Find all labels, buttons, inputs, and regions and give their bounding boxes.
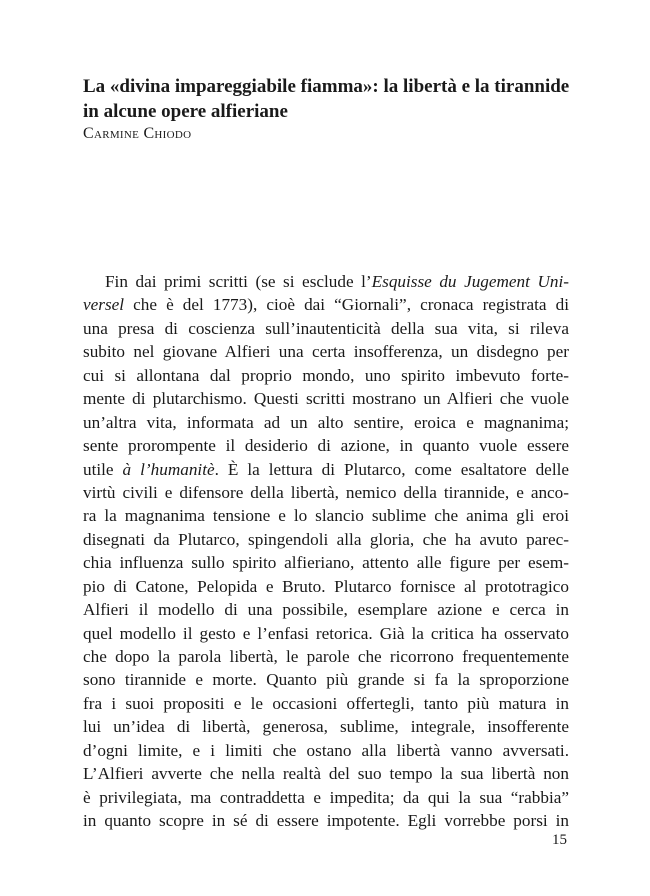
text-line: sono tirannide e morte. Quanto più grande si fa la sproporzione xyxy=(83,670,569,690)
text-line: che dopo la parola libertà, le parole che ricorrono frequentemente xyxy=(83,647,569,666)
italic-text: à l’humanitè xyxy=(122,459,215,479)
article-title-line-2: in alcune opere alfieriane xyxy=(83,101,288,122)
text-line: subito nel giovane Alfieri una certa insofferenza, un disdegno per xyxy=(83,342,569,362)
text-line: chia influenza sullo spirito alfieriano, attento alle figure per esem- xyxy=(83,553,569,573)
italic-text: versel xyxy=(83,295,125,315)
text-line: mente di plutarchismo. Questi scritti mostrano un Alfieri che vuole xyxy=(83,389,569,409)
text-line: quel modello il gesto e l’enfasi retorica. Già la critica ha osservato xyxy=(83,623,569,643)
text-line: disegnati da Plutarco, spingendoli alla gloria, che ha avuto parec- xyxy=(83,529,569,549)
text-line: ra la magnanima tensione e lo slancio sublime che anima gli eroi xyxy=(83,506,569,526)
text-line: Alfieri il modello di una possibile, esemplare azione e cerca in xyxy=(83,600,569,620)
text-line: in quanto scopre in sé di essere impotente. Egli vorrebbe porsi in xyxy=(83,811,569,831)
italic-text: Esquisse du Jugement Uni- xyxy=(371,272,569,291)
text-line: lui un’idea di libertà, generosa, sublime, integrale, insofferente xyxy=(83,717,569,737)
body-paragraph xyxy=(83,270,569,833)
text-line: cui si allontana dal proprio mondo, uno spirito imbevuto forte- xyxy=(83,365,569,385)
text-line: versel che è del 1773), cioè dai “Giornali”, cronaca registrata di xyxy=(83,295,569,315)
text-line: sente prorompente il desiderio di azione, in quanto vuole essere xyxy=(83,436,569,456)
text-line: virtù civili e difensore della libertà, nemico della tirannide, e anco- xyxy=(83,482,569,502)
article-author: Carmine Chiodo xyxy=(83,125,192,142)
text-line: un’altra vita, informata ad un alto sentire, eroica e magnanima; xyxy=(83,412,569,432)
text-line: L’Alfieri avverte che nella realtà del suo tempo la sua libertà non xyxy=(83,764,569,784)
article-title xyxy=(83,74,583,124)
text-line: una presa di coscienza sull’inautenticità della sua vita, si rileva xyxy=(83,318,569,338)
text-line: è privilegiata, ma contraddetta e impedita; da qui la sua “rabbia” xyxy=(83,787,569,807)
text-line: fra i suoi propositi e le occasioni offertegli, tanto più matura in xyxy=(83,693,569,713)
text-line: pio di Catone, Pelopida e Bruto. Plutarco fornisce al prototragico xyxy=(83,576,569,596)
page-number: 15 xyxy=(552,832,567,848)
text-line: Fin dai primi scritti (se si esclude l’Esquisse du Jugement Uni- xyxy=(105,272,569,291)
text-line: utile à l’humanitè. È la lettura di Plutarco, come esaltatore delle xyxy=(83,459,569,479)
text-line: d’ogni limite, e i limiti che ostano alla libertà vanno avversati. xyxy=(83,740,569,760)
article-title-line-1: La «divina impareggiabile fiamma»: la libertà e la tirannide xyxy=(83,76,570,97)
